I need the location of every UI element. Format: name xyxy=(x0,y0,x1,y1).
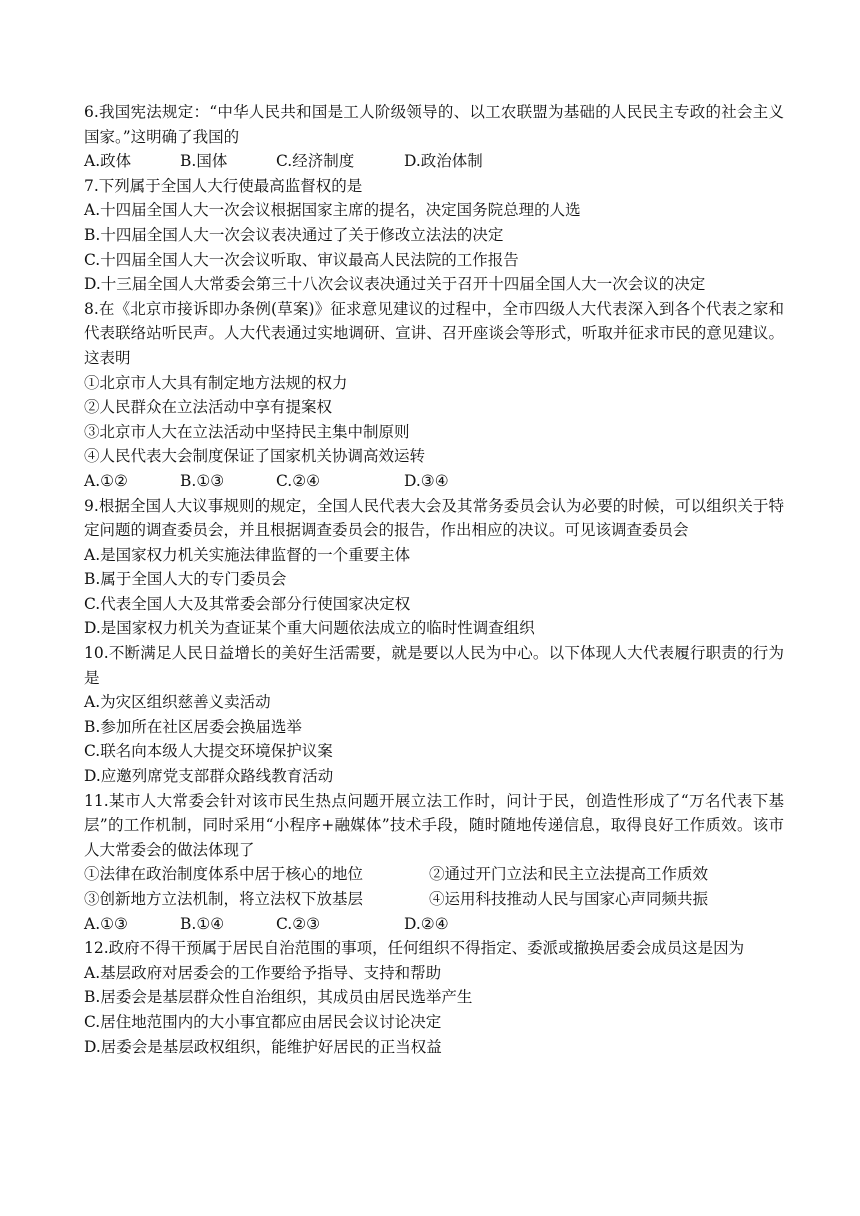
question-8 xyxy=(84,297,784,494)
exam-page xyxy=(84,100,784,1059)
question-7 xyxy=(84,174,784,297)
option-b: B.①③ xyxy=(180,471,225,490)
question-10 xyxy=(84,641,784,789)
option-a: A.政体 xyxy=(84,152,132,171)
option-c: C.经济制度 xyxy=(276,152,355,171)
question-9 xyxy=(84,494,784,642)
option-d: D.③④ xyxy=(404,471,449,490)
statement-2: ②人民群众在立法活动中享有提案权 xyxy=(84,398,333,417)
option-c: C.②③ xyxy=(276,914,321,933)
option-c: C.②④ xyxy=(276,471,321,490)
question-stem: 9.根据全国人大议事规则的规定，全国人民代表大会及其常务委员会认为必要的时候，可以组织关于特定问题的调查委员会，并且根据调查委员会的报告，作出相应的决议。可见该调查委员会 xyxy=(84,496,784,540)
statements-row xyxy=(84,887,784,912)
question-stem: 12.政府不得干预属于居民自治范围的事项，任何组织不得指定、委派或撤换居委会成员这是因为 xyxy=(84,939,745,958)
option-c: C.代表全国人大及其常委会部分行使国家决定权 xyxy=(84,594,411,613)
option-a: A.为灾区组织慈善义卖活动 xyxy=(84,693,271,712)
option-a: A.①③ xyxy=(84,914,128,933)
option-d: D.应邀列席党支部群众路线教育活动 xyxy=(84,767,334,786)
option-b: B.参加所在社区居委会换届选举 xyxy=(84,717,302,736)
options-row xyxy=(84,469,784,494)
statement-1: ①北京市人大具有制定地方法规的权力 xyxy=(84,373,348,392)
option-b: B.居委会是基层群众性自治组织，其成员由居民选举产生 xyxy=(84,988,473,1007)
question-stem: 8.在《北京市接诉即办条例(草案)》征求意见建议的过程中，全市四级人大代表深入到各个代表之家和代表联络站听民声。人大代表通过实地调研、宣讲、召开座谈会等形式，听取并征求市民的意见建议。这表明 xyxy=(84,299,784,367)
option-c: C.居住地范围内的大小事宜都应由居民会议讨论决定 xyxy=(84,1012,442,1031)
option-a: A.①② xyxy=(84,471,128,490)
question-stem: 10.不断满足人民日益增长的美好生活需要，就是要以人民为中心。以下体现人大代表履行职责的行为是 xyxy=(84,644,784,687)
question-12 xyxy=(84,936,784,1059)
statement-2: ②通过开门立法和民主立法提高工作质效 xyxy=(429,865,709,884)
option-c: C.十四届全国人大一次会议听取、审议最高人民法院的工作报告 xyxy=(84,250,519,269)
question-11 xyxy=(84,789,784,937)
statement-4: ④运用科技推动人民与国家心声同频共振 xyxy=(429,890,709,908)
option-c: C.联名向本级人大提交环境保护议案 xyxy=(84,742,333,761)
question-6 xyxy=(84,100,784,174)
question-stem: 7.下列属于全国人大行使最高监督权的是 xyxy=(84,176,363,195)
statement-3: ③创新地方立法机制，将立法权下放基层 xyxy=(84,890,364,908)
option-b: B.属于全国人大的专门委员会 xyxy=(84,570,287,589)
options-row xyxy=(84,912,784,937)
option-d: D.政治体制 xyxy=(404,152,483,171)
option-d: D.②④ xyxy=(404,914,449,933)
option-d: D.居委会是基层政权组织，能维护好居民的正当权益 xyxy=(84,1037,442,1056)
option-d: D.十三届全国人大常委会第三十八次会议表决通过关于召开十四届全国人大一次会议的决定 xyxy=(84,275,706,294)
statement-1: ①法律在政治制度体系中居于核心的地位 xyxy=(84,865,364,884)
statement-4: ④人民代表大会制度保证了国家机关协调高效运转 xyxy=(84,447,426,466)
option-a: A.基层政府对居委会的工作要给予指导、支持和帮助 xyxy=(84,963,442,982)
option-b: B.十四届全国人大一次会议表决通过了关于修改立法法的决定 xyxy=(84,225,504,244)
option-b: B.①④ xyxy=(180,914,225,933)
option-a: A.十四届全国人大一次会议根据国家主席的提名，决定国务院总理的人选 xyxy=(84,201,581,220)
question-stem: 11.某市人大常委会针对该市民生热点问题开展立法工作时，问计于民，创造性形成了“万名代表下基层”的工作机制，同时采用“小程序+融媒体”技术手段，随时随地传递信息，取得良好工作质效。该市人大常委会的做法体现了 xyxy=(84,791,784,859)
option-d: D.是国家权力机关为查证某个重大问题依法成立的临时性调查组织 xyxy=(84,619,535,638)
option-b: B.国体 xyxy=(180,152,228,171)
question-stem: 6.我国宪法规定：“中华人民共和国是工人阶级领导的、以工农联盟为基础的人民民主专政的社会主义国家。”这明确了我国的 xyxy=(84,103,784,146)
statement-3: ③北京市人大在立法活动中坚持民主集中制原则 xyxy=(84,422,410,441)
option-a: A.是国家权力机关实施法律监督的一个重要主体 xyxy=(84,545,411,564)
statements-row xyxy=(84,862,784,887)
options-row xyxy=(84,149,784,174)
